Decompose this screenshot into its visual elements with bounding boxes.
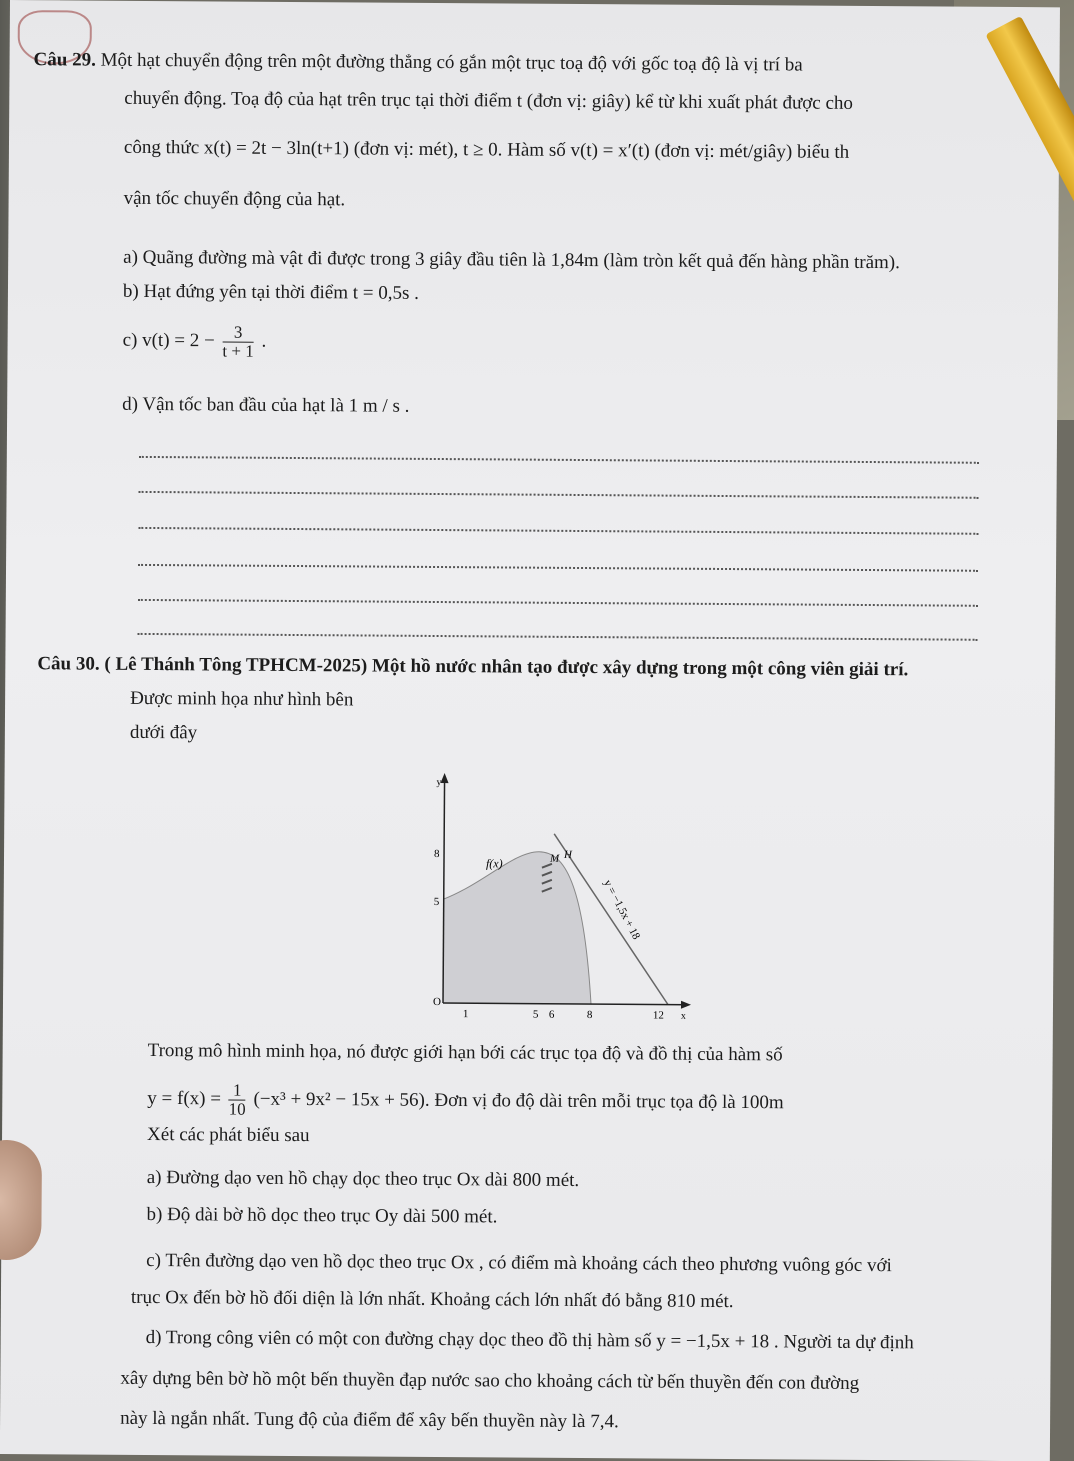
q29-label: Câu 29. xyxy=(33,49,96,71)
finger xyxy=(0,1140,42,1260)
line-label: y = −1,5x + 18 xyxy=(601,877,643,942)
x-tick-8: 8 xyxy=(586,1009,593,1022)
answer-line xyxy=(139,491,979,499)
q29-statement-a: a) Quãng đường mà vật đi được trong 3 giây đầu tiên là 1,84m (làm tròn kết quả đến hàng phần trăm). xyxy=(123,246,901,274)
answer-line xyxy=(138,633,978,641)
q30-statement-c2: trục Ox đến bờ hồ đối diện là lớn nhất. Khoảng cách lớn nhất đó bằng 810 mét. xyxy=(130,1286,734,1313)
q30-statement-d2: xây dựng bên bờ hồ một bến thuyền đạp nước sao cho khoảng cách từ bến thuyền đến con đường xyxy=(120,1367,860,1394)
y-tick-8: 8 xyxy=(434,847,440,861)
origin-label: O xyxy=(432,995,442,1009)
q30-head-text: ( Lê Thánh Tông TPHCM-2025) Một hồ nước nhân tạo được xây dựng trong một công viên giải trí. xyxy=(104,653,909,681)
q29-statement-c xyxy=(122,323,266,361)
q29-c-prefix: c) v(t) = 2 − xyxy=(122,329,215,352)
q30-line2: Được minh họa như hình bên xyxy=(130,687,354,711)
x-tick-1: 1 xyxy=(462,1008,469,1021)
q30-statement-a: a) Đường dạo ven hồ chạy dọc theo trục Ox dài 800 mét. xyxy=(146,1166,580,1192)
answer-line xyxy=(138,564,978,572)
q29-c-denominator: t + 1 xyxy=(222,341,254,361)
f-label: f(x) xyxy=(485,856,503,871)
q29-c-fraction xyxy=(222,323,254,360)
q30-header xyxy=(37,652,908,682)
q30-consider: Xét các phát biểu sau xyxy=(147,1123,310,1147)
func-numerator: 1 xyxy=(229,1082,246,1101)
answer-line xyxy=(138,599,978,607)
func-prefix: y = f(x) = xyxy=(147,1087,222,1110)
q29-block xyxy=(33,48,802,77)
q30-statement-b: b) Độ dài bờ hồ dọc theo trục Oy dài 500 mét. xyxy=(146,1203,498,1228)
x-axis xyxy=(443,1003,688,1005)
y-axis-label: y xyxy=(436,776,442,789)
answer-line xyxy=(138,527,978,535)
x-tick-6: 6 xyxy=(548,1008,555,1021)
y-axis-arrow-icon xyxy=(441,773,449,783)
lake-graph xyxy=(413,771,705,1033)
q29-line4: vận tốc chuyển động của hạt. xyxy=(123,187,346,211)
answer-line xyxy=(139,456,979,464)
q29-c-suffix: . xyxy=(261,330,267,352)
func-suffix: (−x³ + 9x² − 15x + 56). Đơn vị đo độ dài trên mỗi trục tọa độ là 100m xyxy=(253,1088,784,1114)
y-tick-5: 5 xyxy=(433,895,440,909)
q29-line3: công thức x(t) = 2t − 3ln(t+1) (đơn vị: mét), t ≥ 0. Hàm số v(t) = x′(t) (đơn vị: mét/giây) biểu th xyxy=(123,136,850,163)
x-tick-5: 5 xyxy=(532,1008,539,1021)
func-fraction xyxy=(229,1082,246,1119)
q29-line2: chuyển động. Toạ độ của hạt trên trục tại thời điểm t (đơn vị: giây) kể từ khi xuất phát được cho xyxy=(124,87,854,114)
x-axis-label: x xyxy=(680,1010,686,1022)
q30-statement-d1: d) Trong công viên có một con đường chạy dọc theo đồ thị hàm số y = −1,5x + 18 . Người ta dự định xyxy=(145,1326,914,1354)
q30-statement-d3: này là ngắn nhất. Tung độ của điểm để xây bến thuyền này là 7,4. xyxy=(120,1407,619,1433)
q30-function xyxy=(147,1081,784,1122)
q29-statement-d: d) Vận tốc ban đầu của hạt là 1 m / s . xyxy=(122,393,410,417)
q30-line3: dưới đây xyxy=(129,721,198,744)
m-label: M xyxy=(549,852,560,865)
q29-c-numerator: 3 xyxy=(222,323,253,342)
q30-desc1: Trong mô hình minh họa, nó được giới hạn bới các trục tọa độ và đồ thị của hàm số xyxy=(147,1039,783,1066)
q29-line1: Một hạt chuyển động trên một đường thẳng có gắn một trục toạ độ với gốc toạ độ là vị trí ba xyxy=(100,49,803,76)
x-axis-arrow-icon xyxy=(681,1001,691,1009)
q29-statement-b: b) Hạt đứng yên tại thời điểm t = 0,5s . xyxy=(122,280,420,304)
h-label: H xyxy=(564,848,573,861)
func-denominator: 10 xyxy=(228,1099,246,1119)
q30-statement-c1: c) Trên đường dạo ven hồ dọc theo trục Ox , có điểm mà khoảng cách theo phương vuông góc với xyxy=(146,1249,892,1277)
q30-label: Câu 30. xyxy=(37,653,100,675)
x-tick-12: 12 xyxy=(652,1009,664,1022)
lake-region xyxy=(443,848,592,1004)
